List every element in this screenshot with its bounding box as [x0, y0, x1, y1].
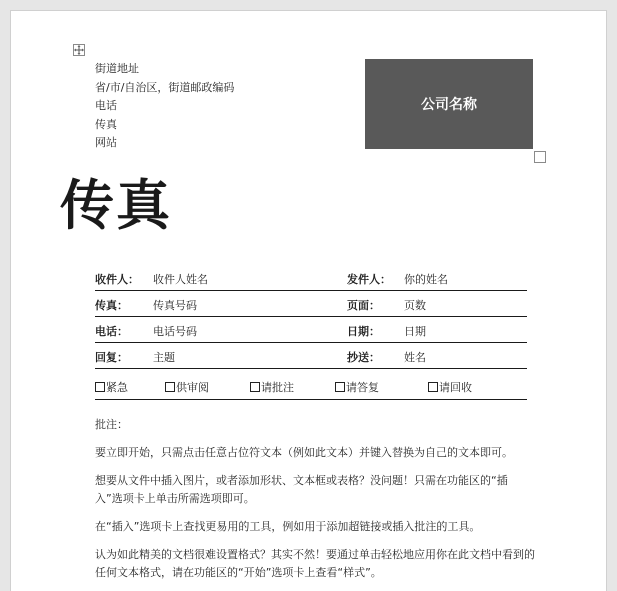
phone-line[interactable]: 电话 [95, 99, 117, 112]
checkbox-please-recycle[interactable] [428, 379, 472, 395]
fax-label: 传真： [95, 299, 128, 312]
sender-address-block[interactable] [95, 60, 234, 153]
document-page [10, 10, 607, 591]
body-paragraph[interactable]: 认为如此精美的文档很难设置格式？其实不然！要通过单击轻松地应用你在此文档中看到的任何文本格式，请在功能区的“开始”选项卡上查看“样式”。 [95, 548, 535, 579]
to-label: 收件人： [95, 273, 139, 286]
street-address[interactable]: 街道地址 [95, 62, 139, 75]
checkbox-label: 请答复 [346, 381, 379, 394]
notes-body[interactable] [95, 416, 535, 591]
company-name[interactable]: 公司名称 [421, 97, 477, 113]
city-region-postcode[interactable]: 省/市/自治区，街道邮政编码 [95, 80, 235, 94]
cc-label: 抄送： [347, 351, 380, 364]
table-move-handle-icon[interactable] [73, 44, 85, 56]
checkbox-label: 紧急 [106, 381, 128, 394]
checkbox-please-reply[interactable] [335, 379, 379, 395]
cc-value[interactable]: 姓名 [404, 351, 426, 364]
re-value[interactable]: 主题 [153, 351, 175, 364]
table-row [95, 291, 527, 317]
document-title[interactable]: 传真 [60, 174, 172, 237]
date-value[interactable]: 日期 [404, 325, 426, 338]
website-line[interactable]: 网站 [95, 136, 117, 149]
table-row [95, 317, 527, 343]
phone-value[interactable]: 电话号码 [153, 325, 197, 338]
body-paragraph[interactable]: 想要从文件中插入图片，或者添加形状、文本框或表格？没问题！只需在功能区的“插入”选项卡上单击所需选项即可。 [95, 474, 508, 505]
checkbox-row [95, 369, 527, 400]
notes-label[interactable]: 批注： [95, 418, 128, 431]
checkbox-label: 请回收 [439, 381, 472, 394]
date-label: 日期： [347, 325, 380, 338]
checkbox-please-comment[interactable] [250, 379, 294, 395]
checkbox-urgent[interactable] [95, 379, 128, 395]
checkbox-icon[interactable] [250, 382, 260, 392]
phone-label: 电话： [95, 325, 128, 338]
checkbox-for-review[interactable] [165, 379, 209, 395]
checkbox-icon[interactable] [165, 382, 175, 392]
checkbox-icon[interactable] [95, 382, 105, 392]
body-paragraph[interactable]: 要立即开始，只需点击任意占位符文本（例如此文本）并键入替换为自己的文本即可。 [95, 446, 513, 459]
fax-line[interactable]: 传真 [95, 117, 117, 131]
checkbox-icon[interactable] [428, 382, 438, 392]
fax-details-table [95, 265, 527, 400]
fax-value[interactable]: 传真号码 [153, 299, 197, 312]
table-row [95, 343, 527, 369]
checkbox-icon[interactable] [335, 382, 345, 392]
table-row [95, 265, 527, 291]
re-label: 回复： [95, 351, 128, 364]
body-paragraph[interactable]: 在“插入”选项卡上查找更易用的工具，例如用于添加超链接或插入批注的工具。 [95, 520, 481, 533]
to-value[interactable]: 收件人姓名 [153, 273, 208, 286]
pages-label: 页面： [347, 299, 380, 312]
from-value[interactable]: 你的姓名 [404, 273, 448, 286]
pages-value[interactable]: 页数 [404, 299, 426, 312]
company-name-block[interactable] [365, 59, 533, 149]
checkbox-label: 供审阅 [176, 381, 209, 394]
table-resize-handle[interactable] [534, 151, 546, 163]
checkbox-label: 请批注 [261, 381, 294, 394]
from-label: 发件人： [347, 273, 391, 286]
